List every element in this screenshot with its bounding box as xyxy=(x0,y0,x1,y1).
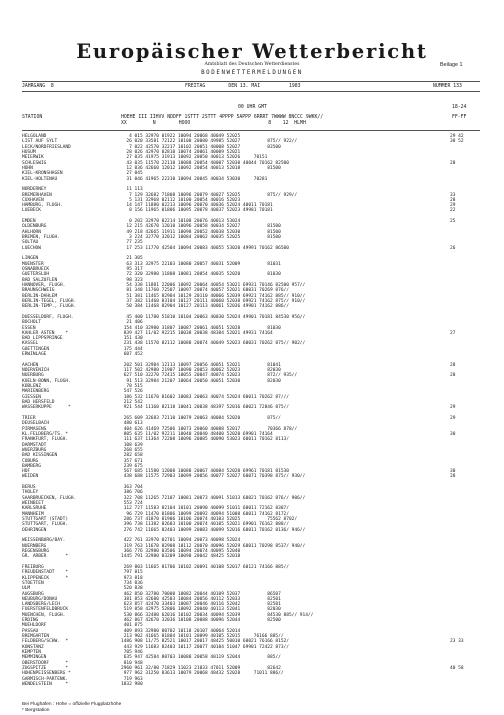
station-values: 386 706 xyxy=(121,490,143,496)
station-values: 921 544 11160 82118 10041 20038 48397 52016 60021 72846 875// xyxy=(121,405,289,411)
station-name: HELGOLAND xyxy=(22,134,47,139)
station-name: OLDENBURG xyxy=(22,224,47,230)
station-name: HOHENPEISSENBERG * xyxy=(22,671,71,677)
section-title: BODENWETTERMELDUNGEN xyxy=(201,70,303,76)
station-name: BAD KISSINGEN xyxy=(22,453,58,459)
station-name: PIRMASENS xyxy=(22,426,47,432)
station-name: AUGSBURG xyxy=(22,591,44,597)
station-name: DUESSELDORF, FLUGH. xyxy=(22,314,74,320)
station-values: 4 015 32970 01922 10094 20068 40049 52025 xyxy=(121,134,241,139)
station-values: 98 323 xyxy=(121,277,143,283)
station-values: 26 020 33581 72122 10100 20080 49985 52027 875// 922// xyxy=(121,139,298,145)
station-extremes: 33 xyxy=(450,192,456,198)
station-values: 286 737 41870 81906 10106 20074 40103 52025 75562 8702/ xyxy=(121,517,298,523)
station-extremes: 30 xyxy=(450,431,456,437)
station-name: GOETTINGEN xyxy=(22,346,50,352)
station-values: 530 866 32480 62016 10102 20034 40094 52039 84530 885// 914// xyxy=(121,612,314,618)
station-name: MEIERWIK xyxy=(22,155,44,161)
station-values: 519 858 42975 52806 10092 20040 40113 52041 82030 xyxy=(121,607,281,613)
col-ext-2: 18-24 xyxy=(452,105,467,110)
station-extremes: 22 xyxy=(450,208,456,214)
station-name: KIEL-KRONSHAGEN xyxy=(22,171,63,177)
station-values: 366 776 32980 03506 10094 20074 40095 52040 xyxy=(121,548,241,554)
station-extremes: 25 xyxy=(450,219,456,225)
station-name: ERDING xyxy=(22,618,39,624)
report-subtitle: Amtsblatt des Deutschen Wetterdienstes xyxy=(204,62,300,67)
station-values: 810 948 xyxy=(121,660,143,666)
station-name: KAHLER ASTEN * xyxy=(22,330,69,336)
station-values: 28 026 42970 02810 10074 20061 40009 52021 xyxy=(121,149,241,155)
station-values: 77 235 xyxy=(121,240,143,246)
station-name: NOERVENICH xyxy=(22,368,50,374)
station-name: BAD SALZUFLEN xyxy=(22,277,58,283)
report-title: Europäischer Wetterbericht xyxy=(76,40,428,63)
station-name: LUECHOW xyxy=(22,245,41,251)
station-values: 12 215 42670 12010 10096 20058 40034 52027 81500 xyxy=(121,224,281,230)
station-values: 54 338 11881 22006 10092 20064 40054 53021 69931 70146 82500 957// xyxy=(121,282,306,288)
station-name: HUSUM xyxy=(22,149,36,155)
station-name: KL.FELDBERG/TS. * xyxy=(22,431,69,437)
station-name: KOBLENZ xyxy=(22,384,41,390)
station-name: BAD LIPPSPRINGE xyxy=(22,336,63,342)
rule-2 xyxy=(22,91,480,92)
footnote-2: * Bergstation xyxy=(22,708,50,713)
station-values: 70 515 xyxy=(121,384,143,390)
station-values: 443 929 11683 82403 10117 20077 40104 51047 69901 72422 873// xyxy=(121,644,289,650)
station-values: 12 036 42660 12012 10092 20054 40013 52018 81500 xyxy=(121,165,281,171)
station-name: HAMBURG, FLUGH. xyxy=(22,203,63,209)
station-name: KEMPTEN xyxy=(22,650,41,656)
station-values: 547 526 xyxy=(121,389,143,395)
station-name: BAMBERG xyxy=(22,463,41,469)
station-values: 111 637 11364 72208 10096 20085 40090 53023 60011 70162 8113/ xyxy=(121,437,289,443)
col-ext: FF-FF xyxy=(452,115,467,120)
station-extremes: 28 xyxy=(450,362,456,368)
station-name: STOETTEN xyxy=(22,580,44,586)
station-values: 719 963 xyxy=(121,676,143,682)
station-values: 7 129 32682 71808 10096 20079 40027 52025 875// 929// xyxy=(121,192,298,198)
station-name: BREMGARTEN xyxy=(22,634,50,640)
station-values: 63 313 32975 22103 10080 20057 40031 52009 81031 xyxy=(121,261,281,267)
rule-3 xyxy=(22,130,480,131)
station-values: 623 857 42470 33403 10087 20046 40116 52042 82501 xyxy=(121,602,281,608)
station-name: BREMEN, FLUGH. xyxy=(22,235,60,241)
station-values: 49 218 42665 11911 10098 20052 40038 52030 81500 xyxy=(121,229,281,235)
station-name: SCHLESWIG xyxy=(22,160,47,166)
station-name: KOELN-BONN, FLUGH. xyxy=(22,378,71,384)
col-codes-2: XX N HOOO 8 12 HLMH xyxy=(121,121,306,126)
station-values: 705 946 xyxy=(121,650,143,656)
station-extremes: 29 42 xyxy=(450,134,464,139)
station-name: NORDERNEY xyxy=(22,187,47,193)
footnote-1: Bei Flughäfen : Höhe = offizielle Flugplatzhöhe xyxy=(22,702,122,707)
station-name: DEUSELBACH xyxy=(22,421,50,427)
station-values: 2960 961 32/80 71829 11023 21033 47011 52009 82642 xyxy=(121,666,281,671)
col-station: STATION xyxy=(22,115,43,120)
station-values: 186 532 11670 81602 10083 20063 40074 52024 60011 70262 87/// xyxy=(121,394,289,400)
station-values: 1486 908 11/75 82521 10017 20017 48425 50010 60021 76166 8152/ xyxy=(121,639,289,645)
station-name: GUETERSLOH xyxy=(22,272,50,278)
station-values: 21 305 xyxy=(121,256,143,262)
station-values: 607 452 xyxy=(121,352,143,358)
station-values: 319 763 11670 82908 10112 20070 40096 52029 60011 70298 8537/ 940// xyxy=(121,543,306,549)
station-name: FUERSTENFELDBRUCK xyxy=(22,607,69,613)
station-values: 1832 980 xyxy=(121,681,143,687)
station-name: ZUGSPITZE * xyxy=(22,666,69,671)
station-name: HOHN xyxy=(22,165,33,171)
station-values: 27 035 41975 31913 10092 20050 40013 52026 70151 xyxy=(121,155,268,161)
station-values: 239 675 xyxy=(121,463,143,469)
station-values: 112 727 11583 82104 10101 20090 40099 51011 60011 72162 8387/ xyxy=(121,506,289,512)
station-values: 154 410 32980 31807 10087 20061 40051 52028 81030 xyxy=(121,325,281,331)
station-values: 91 513 32984 21207 10064 20050 40051 52030 82030 xyxy=(121,378,281,384)
station-values: 117 502 42980 21907 10090 20053 40062 52023 82030 xyxy=(121,368,281,374)
station-extremes: 28 xyxy=(450,160,456,166)
station-name: GR. ARBER * xyxy=(22,554,69,560)
station-values: 27 045 xyxy=(121,171,143,177)
station-name: FRANKFURT, FLUGH. xyxy=(22,437,69,443)
station-name: KIEL-HOLTENAU xyxy=(22,176,58,182)
station-name: KARLSRUHE xyxy=(22,506,47,512)
station-name: HOF xyxy=(22,469,31,475)
station-values: 797 815 xyxy=(121,570,143,576)
station-name: BOCHOLT xyxy=(22,320,41,326)
station-values: 520 838 xyxy=(121,586,143,592)
station-values: 462 850 32780 70000 10082 20044 40109 52037 86507 xyxy=(121,591,281,597)
station-name: BERLIN-DAHLEM xyxy=(22,293,58,299)
station-extremes: 29 xyxy=(450,203,456,209)
station-name: OEHRINGEN xyxy=(22,527,47,533)
station-name: FREIBURG xyxy=(22,564,44,570)
station-values: 276 742 11665 82403 10099 20083 40099 52016 60011 70162 8136/ 946// xyxy=(121,527,306,533)
station-values: 14 147 11880 02213 10096 20070 40036 52024 40011 70181 xyxy=(121,203,273,209)
station-values: 51 381 11465 82904 10129 20110 40066 52039 69921 74162 885// 910// xyxy=(121,293,306,299)
station-values: 396 738 11382 82603 10100 20074 40105 52021 69901 76162 888// xyxy=(121,522,289,528)
station-name: PASSAU xyxy=(22,628,39,634)
station-values: 734 836 xyxy=(121,580,143,586)
station-name: STUTTGART, FLUGH. xyxy=(22,522,69,528)
station-values: 805 635 11/02 92211 10040 20040 48400 52020 69901 74164 xyxy=(121,431,273,437)
station-name: WEINBIET xyxy=(22,501,44,507)
station-values: 401 875 xyxy=(121,623,143,629)
station-values: 480 613 xyxy=(121,421,143,427)
station-name: MUENSTER xyxy=(22,261,44,267)
station-values: 213 902 41665 81804 10101 20099 40105 52015 76166 885// xyxy=(121,634,284,640)
station-name: ESSEN xyxy=(22,325,36,331)
nummer-label: NUMMER 133 xyxy=(433,84,462,89)
station-extremes: 29 xyxy=(450,405,456,411)
station-values: 95 317 xyxy=(121,267,143,272)
station-values: 108 639 xyxy=(121,442,143,448)
station-name: KONSTANZ xyxy=(22,644,44,650)
station-values: 175 444 xyxy=(121,346,143,352)
station-name: WEISSENBURG/BAY. xyxy=(22,538,66,544)
station-values: 72 320 32980 11808 10081 20054 40035 52020 81030 xyxy=(121,272,281,278)
station-name: HANNOVER, FLUGH. xyxy=(22,282,66,288)
station-name: MANNHEIM xyxy=(22,511,44,517)
station-values: 381 853 42680 42503 10084 20056 40112 52033 82501 xyxy=(121,596,281,602)
station-name: LUEBECK xyxy=(22,208,41,214)
station-name: BRAUNSCHWEIG xyxy=(22,288,55,294)
station-extremes: 38 52 xyxy=(450,139,464,145)
station-values: 81 348 11760 72507 10097 20074 40057 52021 60031 70269 876// xyxy=(121,288,289,294)
station-extremes: 40 58 xyxy=(450,666,464,671)
station-values: 839 427 11/02 92215 10038 20038 48384 52021 49931 74164 xyxy=(121,330,273,336)
station-values: 21 406 xyxy=(121,320,143,326)
station-values: 627 510 32270 72415 10055 20047 40074 52023 872// 935// xyxy=(121,373,298,379)
station-values: 977 962 31250 83613 10079 20068 48432 52028 71011 886// xyxy=(121,671,284,677)
station-values: 212 542 xyxy=(121,400,143,405)
station-values: 7 022 42570 32217 10102 20051 40008 52027 83500 xyxy=(121,144,281,150)
date-label: FREITAG DEN 13. MAI 1983 xyxy=(185,84,301,89)
station-extremes: 29 xyxy=(450,415,456,421)
station-values: 1445 791 32980 03209 10090 20042 48425 52018 xyxy=(121,554,241,560)
station-name: SOLTAU xyxy=(22,240,39,246)
station-name: EMDEN xyxy=(22,219,36,225)
station-extremes: 28 xyxy=(450,373,456,379)
station-name: KLIPPENECK * xyxy=(22,575,69,581)
station-values: 438 688 11575 72903 10099 20056 40077 52027 60071 70398 875// 930// xyxy=(121,474,306,480)
station-values: 231 438 11570 82112 10088 20074 40049 52023 60031 70262 875// 902// xyxy=(121,341,306,347)
station-name: BERLIN-TEMP., FLUGH. xyxy=(22,304,77,310)
station-name: OSNABRUECK xyxy=(22,267,50,272)
station-extremes: 23 33 xyxy=(450,639,464,645)
station-name: SAARBRUECKEN, FLUGH. xyxy=(22,495,77,501)
station-name: NUERNBERG xyxy=(22,543,47,549)
station-values: 45 400 11780 51810 10104 20063 40030 52024 49901 70181 84530 956// xyxy=(121,314,306,320)
station-values: 268 655 xyxy=(121,447,143,453)
station-extremes: 28 xyxy=(450,474,456,480)
station-name: OBERSTDORF * xyxy=(22,660,69,666)
station-values: 5 131 32968 02112 10100 20054 40016 52023 xyxy=(121,197,241,203)
station-name: LANDSBERG/LECH xyxy=(22,602,60,608)
top-rule xyxy=(22,81,480,82)
station-name: THOLEY xyxy=(22,490,39,496)
station-name: MEMMINGEN xyxy=(22,655,47,661)
station-values: 0 202 32970 02214 10108 20076 40013 53024 xyxy=(121,219,241,225)
station-name: LINGEN xyxy=(22,256,39,262)
station-values: 404 626 41469 72506 10073 20060 40088 52017 70366 878// xyxy=(121,426,298,432)
station-values: 50 384 11468 82904 10127 20113 40061 52036 49901 74162 886// xyxy=(121,304,289,310)
station-values: 3 224 32770 32012 10084 20062 40035 52025 81500 xyxy=(121,235,281,241)
station-name: WUERZBURG xyxy=(22,447,47,453)
station-name: MARIENBERG xyxy=(22,389,50,395)
station-name: ULM xyxy=(22,586,31,592)
jahrgang-label: JAHRGANG 8 xyxy=(22,84,54,89)
station-name: WEIDEN xyxy=(22,474,39,480)
station-values: 357 671 xyxy=(121,458,143,464)
station-name: FREUDENSTADT * xyxy=(22,570,69,576)
station-name: BERLIN-TEGEL, FLUGH. xyxy=(22,298,77,304)
station-name: MUENCHEN, FLUGH. xyxy=(22,612,66,618)
station-name: WENDELSTEIN * xyxy=(22,681,69,687)
station-name: AHLHORN xyxy=(22,229,41,235)
station-name: MUEHLDORF xyxy=(22,623,47,629)
station-name: GARMISCH-PARTENK. xyxy=(22,676,69,682)
station-values: 37 382 11460 83104 10127 20111 40060 52038 69921 74162 875// 910// xyxy=(121,298,306,304)
station-name: TRIER xyxy=(22,415,36,421)
station-name: BAD HERSFELD xyxy=(22,400,55,405)
station-values: 635 947 42584 80703 10088 20058 40119 52044 885// xyxy=(121,655,281,661)
station-name: LECK/NORDFRIESLAND xyxy=(22,144,71,150)
station-values: 363 704 xyxy=(121,485,143,491)
station-values: 567 685 11580 12008 10088 20067 40084 52020 69961 70181 81530 xyxy=(121,469,289,475)
station-name: AACHEN xyxy=(22,362,39,368)
station-extremes: 26 xyxy=(450,245,456,251)
station-values: 31 046 41965 22310 10094 20045 40034 53030 70281 xyxy=(121,176,268,182)
station-name: BREMERHAVEN xyxy=(22,192,52,198)
station-values: 11 113 xyxy=(121,187,143,193)
station-values: 973 818 xyxy=(121,575,143,581)
station-name: NEUBURG/DONAU xyxy=(22,596,58,602)
station-values: 462 867 42670 32036 10108 20088 40096 52044 82500 xyxy=(121,618,281,624)
station-name: DARMSTADT xyxy=(22,442,47,448)
station-values: 43 035 11570 22110 10088 20054 40007 52030 40044 70162 82500 xyxy=(121,160,289,166)
station-extremes: 28 xyxy=(450,197,456,203)
station-name: GIESSEN xyxy=(22,394,41,400)
station-values: 282 658 xyxy=(121,453,143,459)
station-values: 96 729 11470 81806 10099 20092 40094 51008 60011 74162 8172/ xyxy=(121,511,289,517)
station-extremes: 30 xyxy=(450,469,456,475)
station-name: LIST AUF SYLT xyxy=(22,139,58,145)
station-values: 422 761 32970 02701 10094 20073 40098 52024 xyxy=(121,538,241,544)
station-values: 409 893 32980 80702 10118 20107 40064 52014 xyxy=(121,628,241,634)
station-name: CUXHAVEN xyxy=(22,197,44,203)
station-name: COBURG xyxy=(22,458,39,464)
col-codes: HOEHE III IIHVV NDDFF 1STTT 2STTT 4PPPP 5APPP 6RRRT 7WWWW 8NCCC 9WKK// xyxy=(121,115,324,120)
station-values: 553 724 xyxy=(121,501,143,507)
station-values: 322 708 11265 72107 10081 20073 40091 51013 60021 70162 876// 906// xyxy=(121,495,306,501)
station-name: BERUS xyxy=(22,485,36,491)
station-values: 202 501 32984 12113 10097 20056 40051 52021 81041 xyxy=(121,362,281,368)
station-name: KASSEL xyxy=(22,341,39,347)
station-values: 17 253 11770 42504 10094 20083 40055 53020 49991 70162 86500 xyxy=(121,245,289,251)
time-label: 00 UHR GMT xyxy=(238,105,267,110)
station-name: REGENSBURG xyxy=(22,548,50,554)
beilage-label: Beilage 1 xyxy=(440,62,463,68)
station-values: 265 609 32683 72110 10079 20063 40084 52020 875// xyxy=(121,415,281,421)
station-extremes: 27 xyxy=(450,330,456,336)
station-name: WASSERKUPPE * xyxy=(22,405,71,411)
station-values: 151 430 xyxy=(121,336,143,342)
station-values: 8 156 11965 01806 10095 20078 40037 52023 49981 70181 xyxy=(121,208,273,214)
station-values: 269 803 11665 81706 10102 20091 40108 52017 60121 74166 885// xyxy=(121,564,289,570)
station-name: ERWINLAGE xyxy=(22,352,47,358)
station-name: STUTTGART (STADT) xyxy=(22,517,69,523)
station-name: NUERBURG xyxy=(22,373,44,379)
station-name: FELDBERG/SCHW. * xyxy=(22,639,69,645)
